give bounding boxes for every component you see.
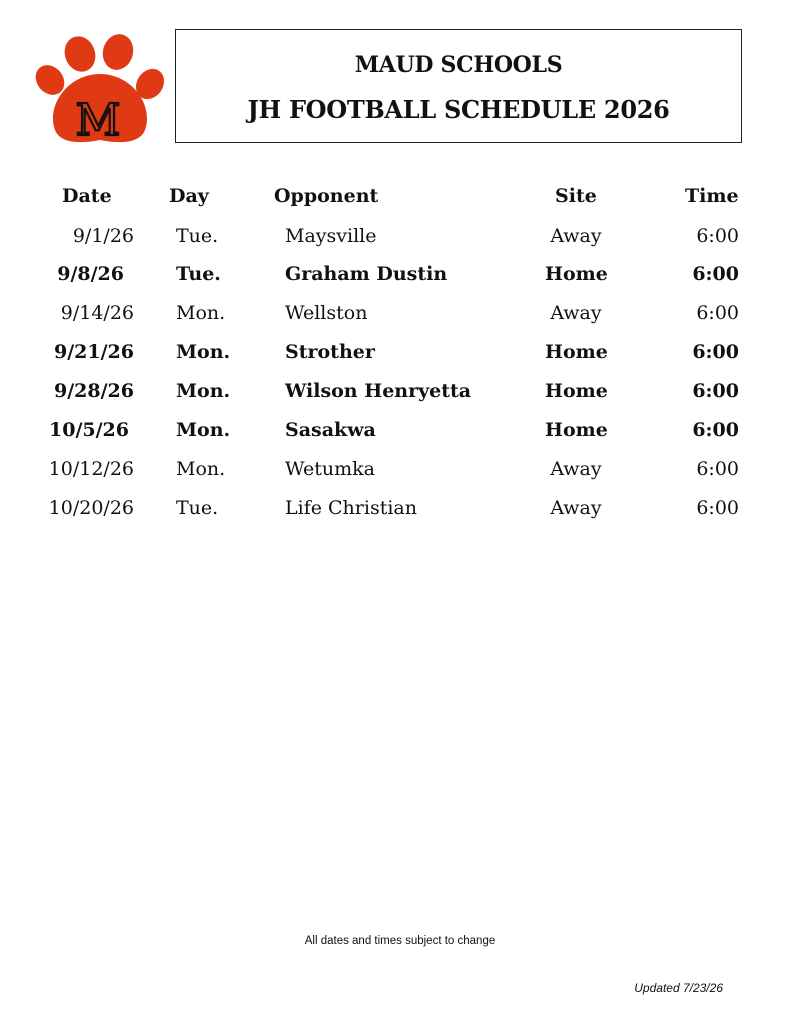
game-time: 6:00 — [692, 380, 739, 402]
game-date: 10/20/26 — [48, 497, 134, 519]
game-site: Away — [550, 302, 602, 324]
game-opponent: Wellston — [285, 302, 368, 324]
game-date: 10/5/26 — [49, 419, 129, 441]
game-day: Tue. — [176, 263, 221, 285]
change-disclaimer: All dates and times subject to change — [304, 935, 496, 947]
game-time: 6:00 — [696, 458, 739, 480]
game-date: 9/1/26 — [72, 225, 134, 247]
game-opponent: Wetumka — [285, 458, 375, 480]
updated-date: Updated 7/23/26 — [634, 981, 723, 995]
game-time: 6:00 — [692, 263, 739, 285]
game-date: 9/21/26 — [54, 341, 134, 363]
schedule-row — [0, 497, 791, 527]
game-time: 6:00 — [696, 225, 739, 247]
paw-logo — [30, 32, 170, 147]
game-time: 6:00 — [696, 302, 739, 324]
game-day: Mon. — [176, 419, 231, 441]
game-date: 9/28/26 — [54, 380, 134, 402]
schedule-title: JH FOOTBALL SCHEDULE 2026 — [247, 95, 670, 124]
game-opponent: Strother — [285, 341, 375, 363]
game-day: Mon. — [176, 341, 231, 363]
schedule-row — [0, 419, 791, 449]
game-site: Home — [545, 341, 608, 363]
game-opponent: Life Christian — [285, 497, 417, 519]
game-date: 9/8/26 — [57, 263, 124, 285]
logo-letter: M — [75, 95, 121, 146]
title-box — [175, 29, 742, 143]
game-time: 6:00 — [696, 497, 739, 519]
game-site: Away — [550, 458, 602, 480]
col-header-date: Date — [62, 185, 112, 207]
game-date: 10/12/26 — [48, 458, 134, 480]
game-site: Home — [545, 263, 608, 285]
schedule-row — [0, 263, 791, 293]
col-header-site: Site — [555, 185, 597, 207]
game-opponent: Sasakwa — [285, 419, 376, 441]
game-site: Home — [545, 380, 608, 402]
game-time: 6:00 — [692, 419, 739, 441]
game-day: Tue. — [176, 497, 219, 519]
game-site: Away — [550, 225, 602, 247]
game-day: Mon. — [176, 380, 231, 402]
game-opponent: Wilson Henryetta — [285, 380, 472, 402]
schedule-row — [0, 458, 791, 488]
game-site: Away — [550, 497, 602, 519]
game-time: 6:00 — [692, 341, 739, 363]
col-header-opponent: Opponent — [274, 185, 379, 207]
schedule-row — [0, 380, 791, 410]
school-name: MAUD SCHOOLS — [354, 52, 563, 78]
col-header-time: Time — [685, 185, 739, 207]
game-day: Mon. — [176, 458, 226, 480]
game-opponent: Maysville — [285, 225, 377, 247]
game-site: Home — [545, 419, 608, 441]
game-date: 9/14/26 — [60, 302, 134, 324]
schedule-row — [0, 302, 791, 332]
schedule-row — [0, 341, 791, 371]
game-day: Mon. — [176, 302, 226, 324]
col-header-day: Day — [169, 185, 209, 207]
schedule-row — [0, 225, 791, 255]
game-day: Tue. — [176, 225, 219, 247]
game-opponent: Graham Dustin — [285, 263, 448, 285]
